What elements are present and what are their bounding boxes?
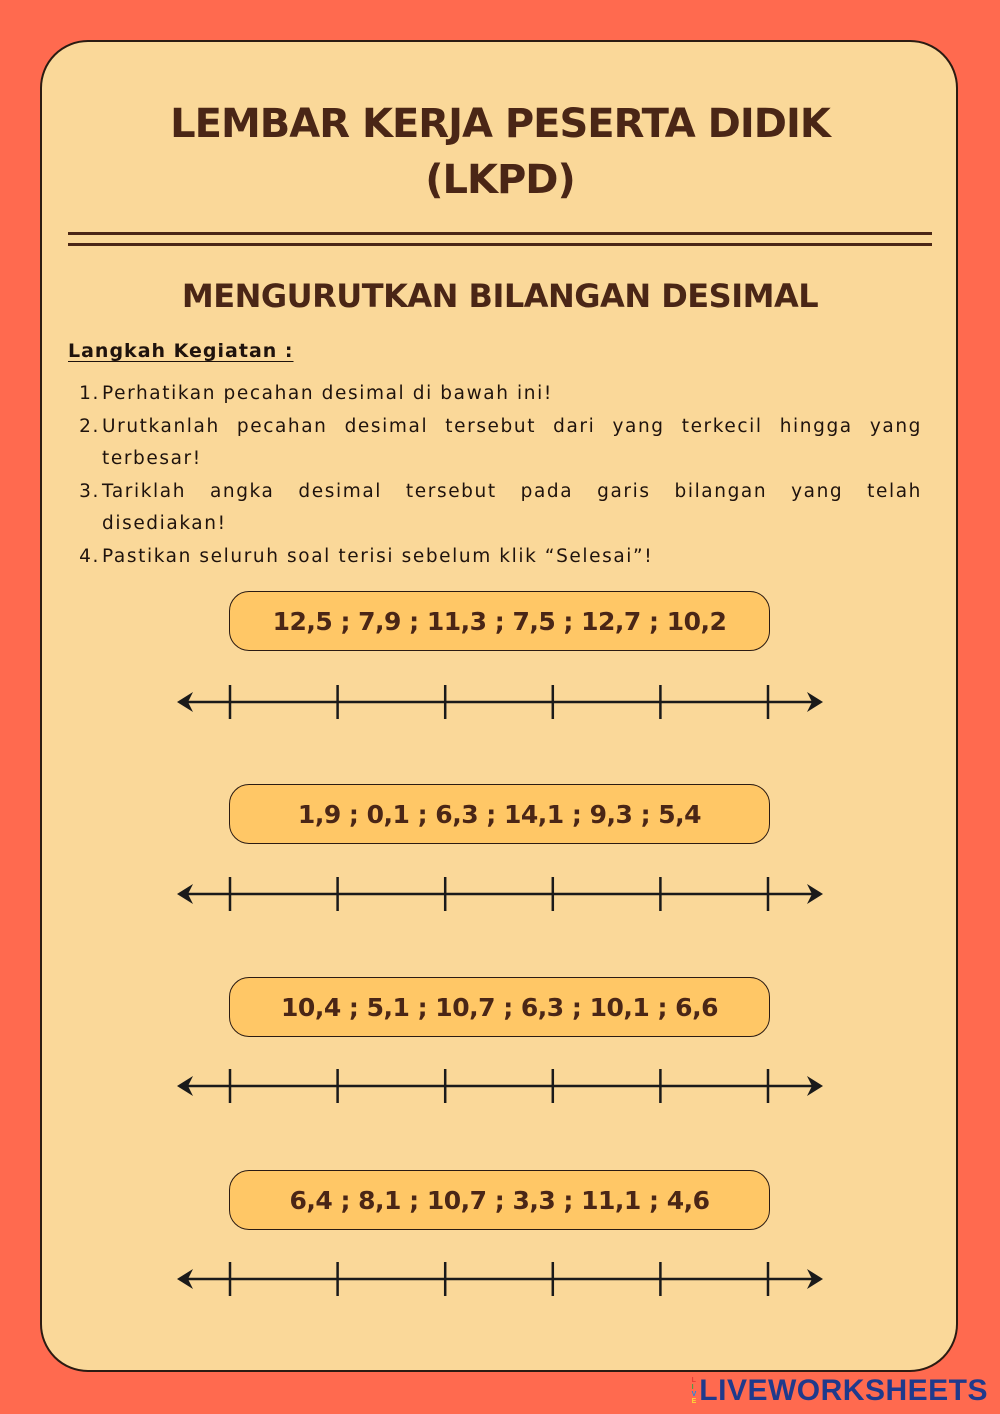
step-number: 1. <box>79 383 100 404</box>
instruction-step <box>72 541 922 574</box>
instructions-heading: Langkah Kegiatan : <box>68 340 294 362</box>
step-text: Pastikan seluruh soal terisi sebelum klik “Selesai”! <box>102 545 654 567</box>
instruction-list <box>72 378 922 573</box>
number-line[interactable] <box>175 1066 825 1106</box>
liveworksheets-logo <box>692 1372 988 1410</box>
number-set-pill: 6,4 ; 8,1 ; 10,7 ; 3,3 ; 11,1 ; 4,6 <box>229 1170 770 1230</box>
page-title-abbrev: (LKPD) <box>425 157 575 203</box>
step-text: Urutkanlah pecahan desimal tersebut dari yang terkecil hingga yang terbesar! <box>102 415 922 469</box>
number-set-pill: 10,4 ; 5,1 ; 10,7 ; 6,3 ; 10,1 ; 6,6 <box>229 977 770 1037</box>
number-set-pill: 1,9 ; 0,1 ; 6,3 ; 14,1 ; 9,3 ; 5,4 <box>229 784 770 844</box>
instruction-step <box>72 411 922 476</box>
step-text: Tariklah angka desimal tersebut pada garis bilangan yang telah disediakan! <box>102 480 922 534</box>
divider-line <box>68 243 932 246</box>
number-set-pill: 12,5 ; 7,9 ; 11,3 ; 7,5 ; 12,7 ; 10,2 <box>229 591 770 651</box>
number-line[interactable] <box>175 682 825 722</box>
instruction-step <box>72 378 922 411</box>
step-text: Perhatikan pecahan desimal di bawah ini! <box>102 383 553 404</box>
live-badge-icon: L I V E <box>691 1377 697 1405</box>
step-number: 2. <box>79 415 100 437</box>
brand-name: LIVEWORKSHEETS <box>699 1374 988 1407</box>
step-number: 3. <box>79 480 100 502</box>
divider-line <box>68 232 932 235</box>
instruction-step <box>72 476 922 541</box>
step-number: 4. <box>79 545 100 567</box>
section-title: MENGURUTKAN BILANGAN DESIMAL <box>181 277 819 315</box>
number-line[interactable] <box>175 874 825 914</box>
number-line[interactable] <box>175 1259 825 1299</box>
page-title: LEMBAR KERJA PESERTA DIDIK <box>170 101 830 147</box>
